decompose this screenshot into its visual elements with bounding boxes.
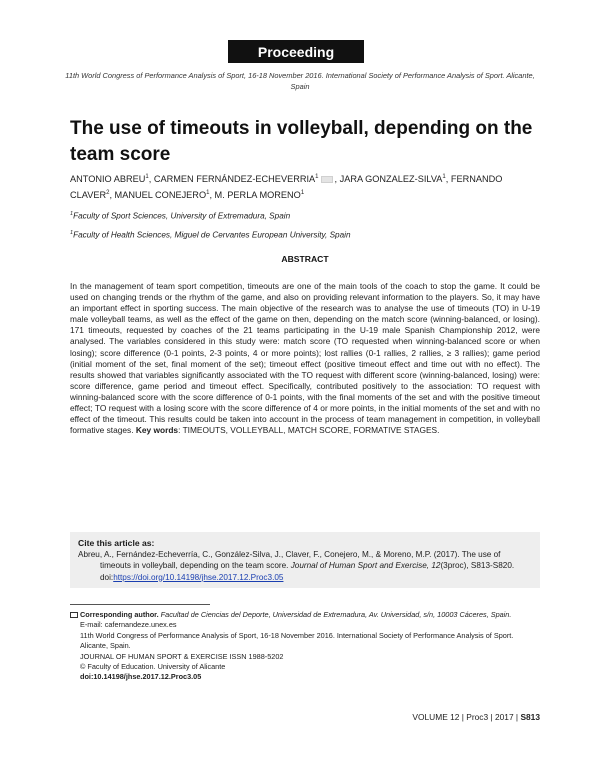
envelope-icon[interactable]	[321, 176, 333, 183]
footnote-doi: doi:10.14198/jhse.2017.12.Proc3.05	[80, 672, 202, 682]
author-1: ANTONIO ABREU	[70, 174, 146, 185]
envelope-icon	[70, 612, 78, 618]
footnote-conference: 11th World Congress of Performance Analysis of Sport, 16-18 November 2016. International Society of Performance Analysis of Sport. Alicante, Spain.	[80, 630, 514, 651]
doi-link[interactable]: https://doi.org/10.14198/jhse.2017.12.Proc3.05	[113, 572, 284, 582]
author-4: , FERNANDO CLAVER	[70, 174, 503, 201]
footnote-divider	[70, 604, 210, 605]
citation-heading: Cite this article as:	[78, 538, 155, 548]
abstract-heading: ABSTRACT	[281, 254, 329, 264]
author-6: , M. PERLA MORENO	[209, 190, 301, 201]
copyright: © Faculty of Education. University of Alicante	[80, 662, 226, 672]
affiliation-2: $^1$Faculty of Health Sciences, Miguel de Cervantes European University, Spain	[70, 230, 351, 240]
citation-box	[70, 532, 540, 588]
author-3: , JARA GONZALEZ-SILVA	[334, 174, 443, 185]
proceeding-badge: Proceeding	[228, 40, 364, 63]
journal-issn: JOURNAL OF HUMAN SPORT & EXERCISE ISSN 1988-5202	[80, 651, 284, 661]
citation-text: Abreu, A., Fernández-Echeverría, C., González-Silva, J., Claver, F., Conejero, M., & Moreno, M.P. (2017). The use of timeouts in volleyball, depending on the team score. Journal of Human Sport and Exercise, 12(3proc), S813-S820. doi:https://doi.org/10.14198/jhse.2017.12.Proc3.05	[78, 550, 515, 582]
footnote	[70, 610, 540, 683]
author-5: , MANUEL CONEJERO	[109, 190, 207, 201]
conference-header: 11th World Congress of Performance Analysis of Sport, 16-18 November 2016. International Society of Performance Analysis of Sport. Alicante, Spain	[65, 71, 535, 91]
article-title: The use of timeouts in volleyball, depending on the team score	[70, 118, 533, 165]
abstract-text: In the management of team sport competition, timeouts are one of the main tools of the coach to stop the game. It could be used on changing trends or the rhythm of the game, and also on providing relevant information to the players. So, it may have an important effect in sporting success. The main objective of the research was to analyse the use of timeouts (TO) in U-19 male volleyball teams, as well as the effect of the game on then, depending on the match score (winning-balanced, or losing). 171 timeouts, requested by coaches of the 21 teams participating in the U-19 male Spanish Championship 2012, were analysed. The variables considered in this study were: match score (TO requested when winning-balanced score or when losing); score difference (0-1 points, 2-3 points, 4 or more points); lost rallies (0-1 rallies, 2 rallies, ≥ 3 rallies); game period (initial moment of the set, final moment of the set); timeout effect (positive timeout effect and time out with no effect). The results showed that variables significantly associated with the TO request with different score (winning-balanced, losing) were: score difference, game period and timeout effect. Specifically, contributed positively to the association: TO request with winning-balanced score with the score difference of 0-1 points, with the final moments of the set and with the positive timeout effect; TO request with a losing score with the score difference of 4 or more points, in the initial moments of the set and with no effect of the timeout. This results could be taken into account in the process of team management in competition, in volleyball formative stages.	[70, 281, 540, 436]
page-footer: VOLUME 12 | Proc3 | 2017 | S813	[412, 712, 540, 722]
author-2: , CARMEN FERNÁNDEZ-ECHEVERRIA	[148, 174, 316, 185]
author-list: ANTONIO ABREU$^1$, CARMEN FERNÁNDEZ-ECHEVERRIA$^1$ , JARA GONZALEZ-SILVA$^1$, FERNANDO CLAVER$^2$, MANUEL CONEJERO$^1$, M. PERLA MORENO$^1$	[70, 174, 503, 201]
corresponding-author: Corresponding author. Facultad de Ciencias del Deporte, Universidad de Extremadura, Av. Universidad, s/n, 10003 Cáceres, Spain.	[70, 610, 540, 620]
page-number: S813	[520, 712, 540, 722]
keywords: : TIMEOUTS, VOLLEYBALL, MATCH SCORE, FORMATIVE STAGES.	[178, 425, 440, 436]
keywords-label: Key words	[135, 425, 179, 436]
email: E-mail: cafernandeze.unex.es	[80, 620, 177, 630]
affiliation-1: $^1$Faculty of Sport Sciences, University of Extremadura, Spain	[70, 211, 291, 221]
abstract-body	[70, 281, 540, 436]
